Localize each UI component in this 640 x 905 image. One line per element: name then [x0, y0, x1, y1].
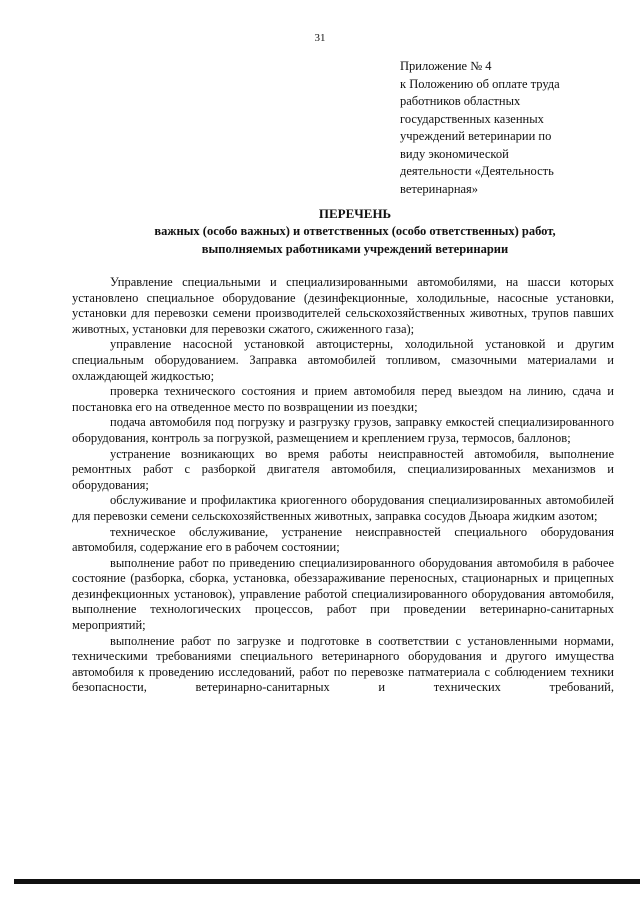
scan-bottom-edge: [14, 879, 640, 884]
appendix-line: ветеринарная»: [400, 181, 479, 196]
body-paragraph: подача автомобиля под погрузку и разгрузку грузов, заправку емкостей специализированного оборудования, контроль за погрузкой, размещением и креплением груза, термосов, баллонов;: [72, 415, 614, 445]
title-main: ПЕРЕЧЕНЬ: [318, 206, 392, 221]
appendix-line: виду экономической: [400, 146, 509, 161]
appendix-line: к Положению об оплате труда: [400, 76, 560, 91]
appendix-line: учреждений ветеринарии по: [400, 129, 552, 143]
appendix-line: Приложение № 4: [400, 59, 492, 73]
appendix-line: деятельности «Деятельность: [400, 164, 554, 178]
appendix-line: работников областных: [400, 94, 521, 108]
appendix-header: [400, 58, 630, 198]
body-paragraph: устранение возникающих во время работы неисправностей автомобиля, выполнение ремонтных работ с разборкой двигателя автомобиля, специализированных механизмов и оборудования;: [72, 446, 614, 492]
appendix-line: государственных казенных: [400, 111, 544, 126]
title-subtitle-line: важных (особо важных) и ответственных (особо ответственных) работ,: [154, 224, 556, 238]
body-paragraph: обслуживание и профилактика криогенного оборудования специализированных автомобилей для перевозки семени сельскохозяйственных животных, заправка сосудов Дьюара жидким азотом;: [72, 493, 614, 523]
title-subtitle-line: выполняемых работниками учреждений ветеринарии: [201, 241, 509, 256]
body-paragraph: управление насосной установкой автоцистерны, холодильной установкой и другим специальным оборудованием. Заправка автомобилей топливом, смазочными материалами и охлаждающей жидкостью;: [72, 337, 614, 383]
body-paragraph: техническое обслуживание, устранение неисправностей специального оборудования автомобиля, содержание его в рабочем состоянии;: [72, 524, 614, 555]
body-paragraph: проверка технического состояния и прием автомобиля перед выездом на линию, сдача и постановка его на отведенное место по возвращении из поездки;: [72, 384, 614, 414]
document-title: [60, 205, 640, 258]
page-number: 31: [314, 32, 326, 44]
document-body: [72, 275, 614, 696]
body-paragraph: Управление специальными и специализированными автомобилями, на шасси которых установлено специальное оборудование (дезинфекционные, холодильные, насосные установки, установки для перевозки семени производителей сельскохозяйственных животных, трупов павших животных, установки для перевозки сжатого, сжиженного газа);: [72, 275, 614, 336]
body-paragraph: выполнение работ по загрузке и подготовке в соответствии с установленными нормами, техническими требованиями специального ветеринарного оборудования и другого имущества автомобиля к проведению исследований, работ по перевозке патматериала с соблюдением техники безопасности, ветеринарно-санитарных и технических требований,: [72, 633, 614, 695]
body-paragraph: выполнение работ по приведению специализированного оборудования автомобиля в рабочее состояние (разборка, сборка, установка, обеззараживание переносных, стационарных и прицепных дезинфекционных установок), управление работой специализированного оборудования автомобиля, выполнение технологических процессов, работ при проведении ветеринарно-санитарных мероприятий;: [72, 555, 614, 633]
